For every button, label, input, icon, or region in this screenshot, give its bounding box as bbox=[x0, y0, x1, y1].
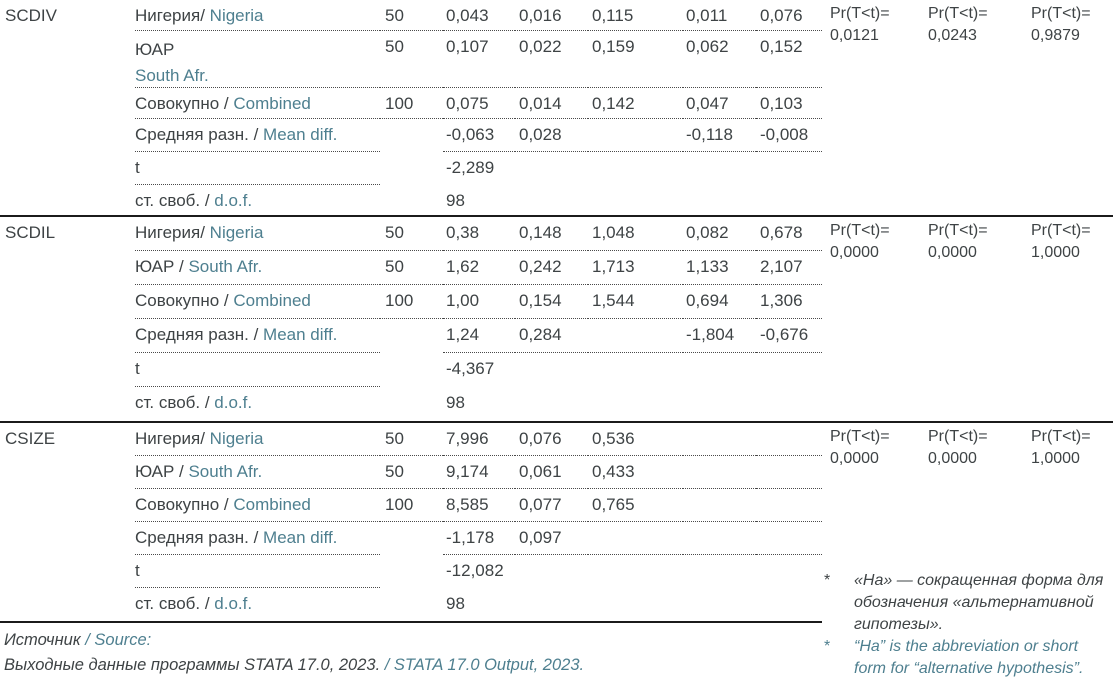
cell-ci-high: 0,152 bbox=[756, 31, 822, 88]
cell-n: 50 bbox=[380, 217, 443, 251]
cell-t-value: -4,367 bbox=[446, 359, 495, 378]
row-label: ЮАР South Afr. bbox=[135, 31, 380, 88]
cell-mean: 1,62 bbox=[443, 251, 515, 285]
cell-sd: 0,159 bbox=[588, 31, 683, 88]
cell-ci-high bbox=[756, 456, 822, 489]
cell-sd: 0,115 bbox=[588, 0, 683, 31]
cell-ci-high: -0,676 bbox=[756, 319, 822, 353]
cell-mean: 8,585 bbox=[443, 489, 515, 522]
cell-se: 0,061 bbox=[515, 456, 588, 489]
cell-se: 0,097 bbox=[515, 522, 588, 555]
cell-ci-high: 0,678 bbox=[756, 217, 822, 251]
row-label: ст. своб. / d.o.f. bbox=[135, 393, 253, 412]
cell-sd: 0,536 bbox=[588, 423, 683, 456]
table-row bbox=[0, 353, 822, 387]
source-line-1: Источник / Source: bbox=[4, 631, 152, 649]
cell-n: 50 bbox=[380, 251, 443, 285]
row-label: ст. своб. / d.o.f. bbox=[135, 191, 253, 210]
pr-stat-3: Pr(T<t)= 1,0000 bbox=[1031, 428, 1091, 467]
cell-mean: 0,075 bbox=[443, 88, 515, 119]
footnotes bbox=[824, 570, 1110, 680]
cell-mean: 0,043 bbox=[443, 0, 515, 31]
cell-n: 50 bbox=[380, 0, 443, 31]
row-label: Совокупно / Combined bbox=[135, 489, 380, 522]
cell-mean: 0,107 bbox=[443, 31, 515, 88]
row-label: t bbox=[135, 152, 380, 185]
cell-ci-high: 2,107 bbox=[756, 251, 822, 285]
cell-n bbox=[380, 119, 443, 152]
cell-sd bbox=[588, 522, 683, 555]
table-row bbox=[0, 319, 822, 353]
row-label: Нигерия/ Nigeria bbox=[135, 0, 380, 31]
cell-ci-low: 0,011 bbox=[683, 0, 756, 31]
cell-ci-high bbox=[756, 522, 822, 555]
cell-mean: 9,174 bbox=[443, 456, 515, 489]
cell-se: 0,016 bbox=[515, 0, 588, 31]
row-label: t bbox=[135, 555, 380, 588]
row-label: ЮАР / South Afr. bbox=[135, 251, 380, 285]
pr-stat-1: Pr(T<t)= 0,0000 bbox=[830, 428, 890, 467]
table-row bbox=[0, 251, 822, 285]
table-row bbox=[0, 217, 822, 251]
cell-ci-low: 0,694 bbox=[683, 285, 756, 319]
table-row bbox=[0, 285, 822, 319]
cell-sd: 0,433 bbox=[588, 456, 683, 489]
table-row bbox=[0, 88, 822, 119]
cell-ci-low bbox=[683, 489, 756, 522]
cell-n: 50 bbox=[380, 456, 443, 489]
cell-mean: -1,178 bbox=[443, 522, 515, 555]
cell-ci-low: 1,133 bbox=[683, 251, 756, 285]
cell-ci-low bbox=[683, 522, 756, 555]
row-label: t bbox=[135, 353, 380, 387]
cell-mean: 0,38 bbox=[443, 217, 515, 251]
cell-se: 0,022 bbox=[515, 31, 588, 88]
cell-n: 100 bbox=[380, 285, 443, 319]
cell-mean: -0,063 bbox=[443, 119, 515, 152]
cell-dof: 98 bbox=[446, 393, 465, 412]
table-row bbox=[0, 119, 822, 152]
cell-n bbox=[380, 319, 443, 353]
cell-t-value: -12,082 bbox=[446, 561, 504, 580]
variable-name: SCDIL bbox=[5, 223, 56, 242]
cell-dof: 98 bbox=[446, 191, 465, 210]
cell-sd bbox=[588, 119, 683, 152]
variable-name: CSIZE bbox=[5, 429, 56, 448]
cell-ci-high: 1,306 bbox=[756, 285, 822, 319]
row-label: Совокупно / Combined bbox=[135, 88, 380, 119]
cell-ci-low: -0,118 bbox=[683, 119, 756, 152]
pr-stat-1: Pr(T<t)= 0,0000 bbox=[830, 222, 890, 261]
table-group-scdil bbox=[0, 217, 1113, 421]
cell-ci-high: 0,103 bbox=[756, 88, 822, 119]
footnote-en: * “Ha” is the abbreviation or short form for “alternative hypothesis”. bbox=[824, 636, 1110, 680]
cell-se: 0,014 bbox=[515, 88, 588, 119]
cell-n: 100 bbox=[380, 88, 443, 119]
cell-n: 50 bbox=[380, 423, 443, 456]
table-row bbox=[0, 185, 822, 215]
source-note bbox=[4, 628, 584, 678]
cell-ci-high: -0,008 bbox=[756, 119, 822, 152]
cell-mean: 7,996 bbox=[443, 423, 515, 456]
pr-stat-2: Pr(T<t)= 0,0000 bbox=[928, 428, 988, 467]
table-row bbox=[0, 555, 822, 588]
asterisk-marker: * bbox=[824, 572, 831, 589]
table-row bbox=[0, 152, 822, 185]
footnote-ru: * «На» — сокращенная форма для обозначения «альтернативной гипотезы». bbox=[824, 570, 1110, 636]
cell-n: 50 bbox=[380, 31, 443, 88]
cell-sd: 0,765 bbox=[588, 489, 683, 522]
cell-n: 100 bbox=[380, 489, 443, 522]
cell-se: 0,028 bbox=[515, 119, 588, 152]
row-label: Нигерия/ Nigeria bbox=[135, 423, 380, 456]
pr-stat-3: Pr(T<t)= 0,9879 bbox=[1031, 5, 1091, 44]
cell-t-value: -2,289 bbox=[446, 158, 495, 177]
table-row bbox=[0, 522, 822, 555]
row-label: Средняя разн. / Mean diff. bbox=[135, 119, 380, 152]
cell-mean: 1,24 bbox=[443, 319, 515, 353]
table-row bbox=[0, 588, 822, 621]
row-label: Средняя разн. / Mean diff. bbox=[135, 522, 380, 555]
cell-sd bbox=[588, 319, 683, 353]
cell-se: 0,284 bbox=[515, 319, 588, 353]
cell-ci-low: 0,082 bbox=[683, 217, 756, 251]
cell-se: 0,148 bbox=[515, 217, 588, 251]
table-group-scdiv bbox=[0, 0, 1113, 215]
cell-se: 0,242 bbox=[515, 251, 588, 285]
pr-stat-2: Pr(T<t)= 0,0243 bbox=[928, 5, 988, 44]
cell-ci-high bbox=[756, 489, 822, 522]
cell-ci-low: 0,047 bbox=[683, 88, 756, 119]
cell-ci-high bbox=[756, 423, 822, 456]
cell-dof: 98 bbox=[446, 594, 465, 613]
variable-name: SCDIV bbox=[5, 6, 57, 25]
table-row bbox=[0, 489, 822, 522]
row-label: Нигерия/ Nigeria bbox=[135, 217, 380, 251]
cell-sd: 0,142 bbox=[588, 88, 683, 119]
pr-stat-3: Pr(T<t)= 1,0000 bbox=[1031, 222, 1091, 261]
row-label: ЮАР / South Afr. bbox=[135, 456, 380, 489]
cell-n bbox=[380, 522, 443, 555]
table-row bbox=[0, 423, 822, 456]
cell-ci-low: -1,804 bbox=[683, 319, 756, 353]
cell-sd: 1,544 bbox=[588, 285, 683, 319]
cell-se: 0,076 bbox=[515, 423, 588, 456]
table-row bbox=[0, 0, 822, 31]
cell-se: 0,154 bbox=[515, 285, 588, 319]
cell-ci-low bbox=[683, 456, 756, 489]
row-label: ст. своб. / d.o.f. bbox=[135, 594, 253, 613]
cell-ci-low: 0,062 bbox=[683, 31, 756, 88]
cell-ci-high: 0,076 bbox=[756, 0, 822, 31]
row-label: Средняя разн. / Mean diff. bbox=[135, 319, 380, 353]
cell-mean: 1,00 bbox=[443, 285, 515, 319]
table-bottom-rule bbox=[0, 621, 822, 623]
table-row bbox=[0, 387, 822, 421]
cell-sd: 1,048 bbox=[588, 217, 683, 251]
asterisk-marker: * bbox=[824, 638, 831, 655]
cell-sd: 1,713 bbox=[588, 251, 683, 285]
table-row bbox=[0, 456, 822, 489]
pr-stat-2: Pr(T<t)= 0,0000 bbox=[928, 222, 988, 261]
pr-stat-1: Pr(T<t)= 0,0121 bbox=[830, 5, 890, 44]
row-label: Совокупно / Combined bbox=[135, 285, 380, 319]
table-row bbox=[0, 31, 822, 88]
source-line-2: Выходные данные программы STATA 17.0, 2023. / STATA 17.0 Output, 2023. bbox=[4, 656, 585, 674]
cell-ci-low bbox=[683, 423, 756, 456]
cell-se: 0,077 bbox=[515, 489, 588, 522]
